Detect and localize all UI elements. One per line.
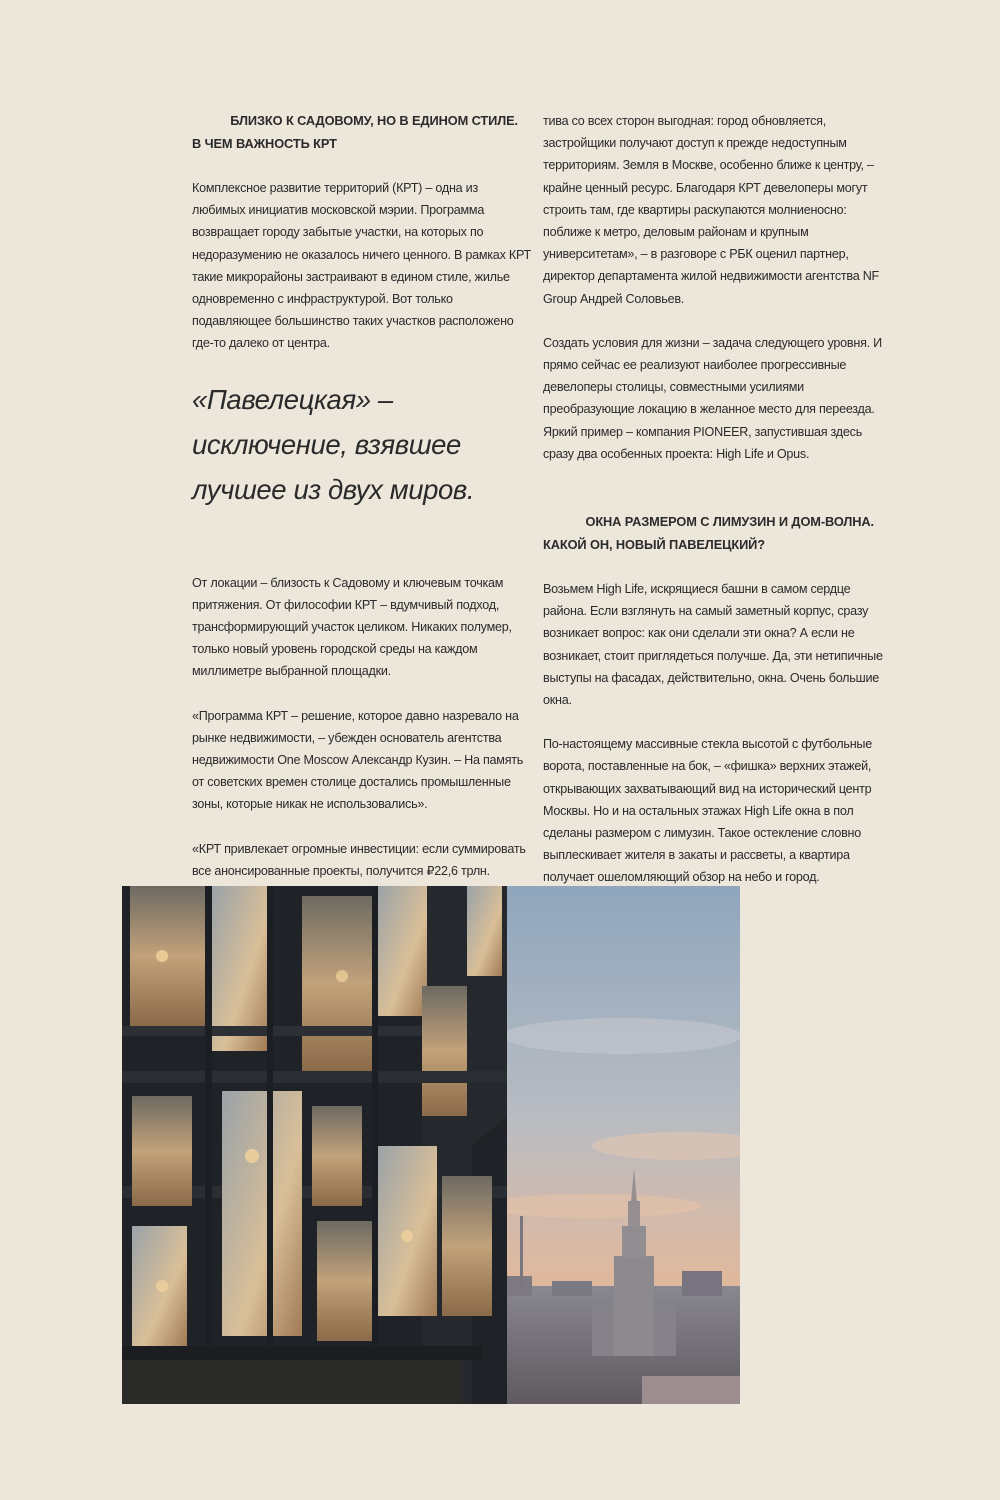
paragraph-location: От локации – близость к Садовому и ключевым точкам притяжения. От философии КРТ – вдумчивый подход, трансформирующий участок целиком. Никаких полумер, только новый уровень городской среды на каждом миллиметре выбранной площадки. xyxy=(192,575,512,679)
left-column xyxy=(192,110,532,926)
section-heading-windows xyxy=(543,511,888,556)
paragraph-krt-intro: Комплексное развитие территорий (КРТ) – одна из любимых инициатив московской мэрии. Программа возвращает городу забытые участки, на которых по недоразумению не оказалось ничего ценного. В рамках КРТ такие микрорайоны застраивают в едином стиле, жилье одновременно с инфраструктурой. Вот только подавляющее большинство таких участков расположено где-то далеко от центра. xyxy=(192,181,531,351)
building-illustration xyxy=(122,886,740,1404)
heading-line-2: КАКОЙ ОН, НОВЫЙ ПАВЕЛЕЦКИЙ? xyxy=(543,536,765,552)
heading-line-2: В ЧЕМ ВАЖНОСТЬ КРТ xyxy=(192,135,337,151)
paragraph-windows: По-настоящему массивные стекла высотой с футбольные ворота, поставленные на бок, – «фишка» верхних этажей, открывающих захватывающий вид на исторический центр Москвы. Но и на остальных этажах High Life окна в пол сделаны размером с лимузин. Такое остекление словно выплескивает жителя в закаты и рассветы, а квартира получает ошеломляющий обзор на небо и город. xyxy=(543,737,872,885)
paragraph-kuzin-quote: «Программа КРТ – решение, которое давно назревало на рынке недвижимости, – убежден основатель агентства недвижимости One Moscow Александр Кузин. – На память от советских времен столице достались промышленные зоны, которые никак не использовались». xyxy=(192,708,524,812)
pull-quote: «Павелецкая» – исключение, взявшее лучшее из двух миров. xyxy=(192,383,475,505)
section-heading-krt xyxy=(192,110,532,155)
paragraph-soloviev-quote: тива со всех сторон выгодная: город обновляется, застройщики получают доступ к прежде недоступным территориям. Земля в Москве, особенно ближе к центру, – крайне ценный ресурс. Благодаря КРТ девелоперы могут строить там, где квартиры раскупаются молниеносно: поближе к метро, деловым районам и крупным университетам», – в разговоре с РБК оценил партнер, директор департамента жилой недвижимости агентства NF Group Андрей Соловьев. xyxy=(543,114,879,306)
building-photo xyxy=(122,886,740,1404)
paragraph-investments: «КРТ привлекает огромные инвестиции: если суммировать все анонсированные проекты, получится ₽22,6 трлн. xyxy=(192,841,526,878)
paragraph-high-life: Возьмем High Life, искрящиеся башни в самом сердце района. Если взглянуть на самый заметный корпус, сразу возникает вопрос: как они сделали эти окна? А если не возникает, стоит приглядеться получше. Да, эти нетипичные выступы на фасадах, действительно, окна. Очень большие окна. xyxy=(543,582,883,708)
right-column xyxy=(543,110,888,911)
paragraph-pioneer: Создать условия для жизни – задача следующего уровня. И прямо сейчас ее реализуют наиболее прогрессивные девелоперы столицы, совместными усилиями преобразующие локацию в желанное место для переезда. Яркий пример – компания PIONEER, запустившая здесь сразу два особенных проекта: High Life и Opus. xyxy=(543,335,882,461)
heading-line-1: БЛИЗКО К САДОВОМУ, НО В ЕДИНОМ СТИЛЕ. xyxy=(230,113,518,128)
heading-line-1: ОКНА РАЗМЕРОМ С ЛИМУЗИН И ДОМ-ВОЛНА. xyxy=(585,514,874,530)
